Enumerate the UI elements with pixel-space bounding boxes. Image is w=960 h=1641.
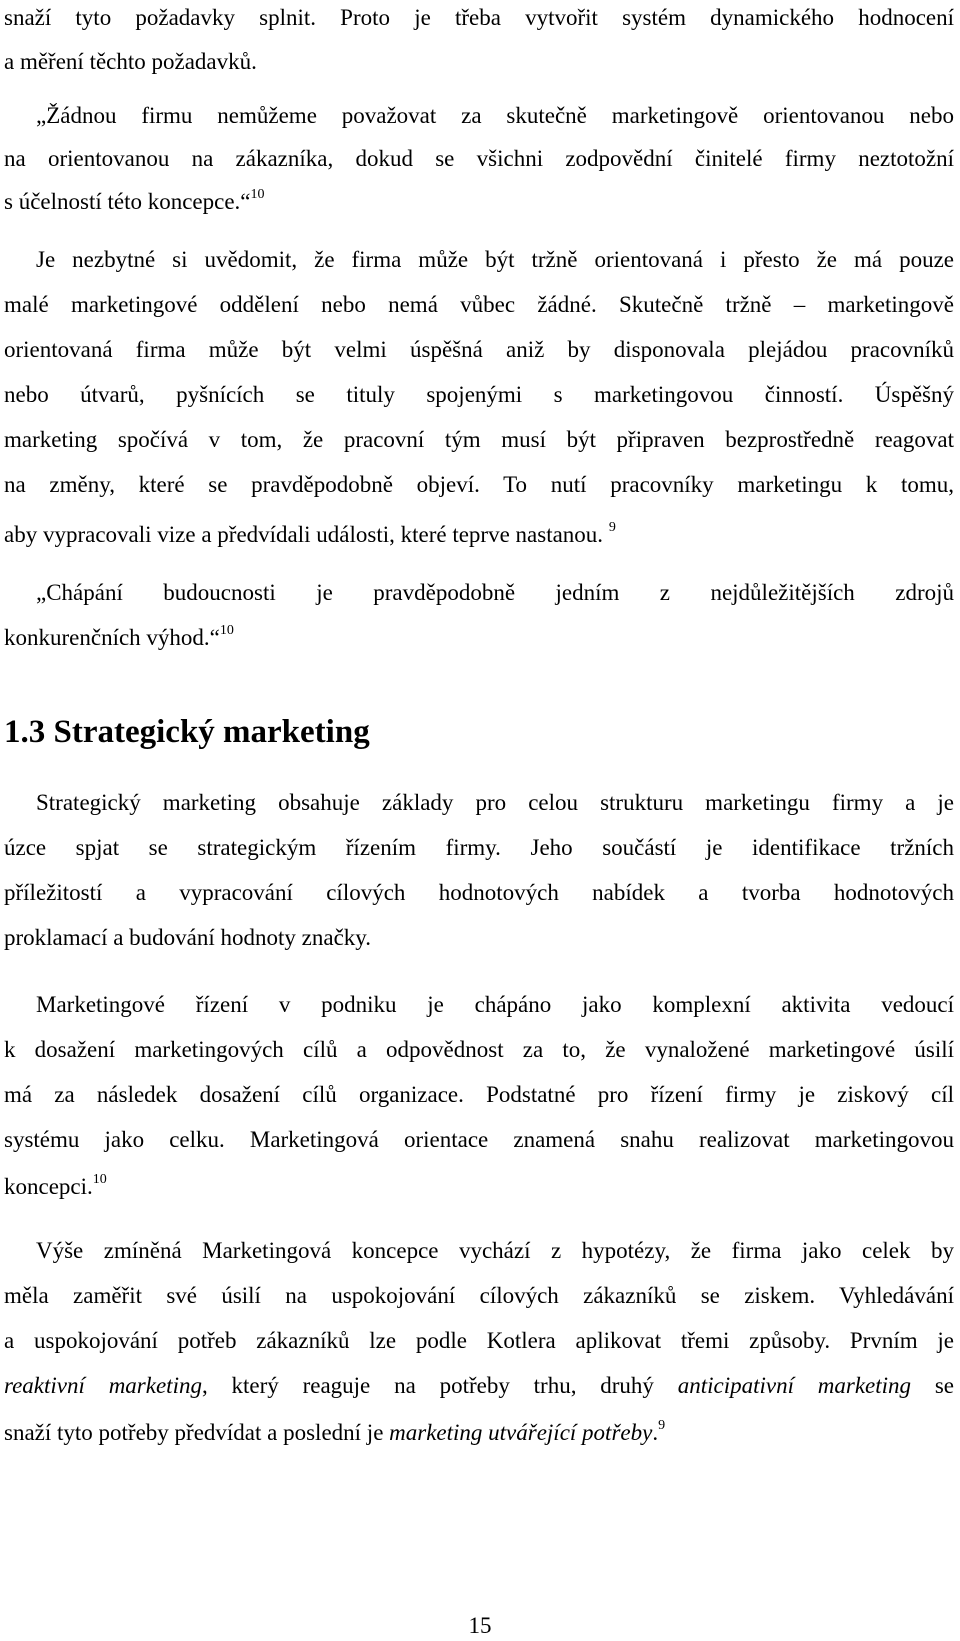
text-line: systému jako celku. Marketingová orientace znamená snahu realizovat marketingovou [4, 1127, 954, 1152]
text-line: má za následek dosažení cílů organizace. Podstatné pro řízení firmy je ziskový cíl [4, 1082, 954, 1107]
footnote-ref: 10 [250, 187, 265, 203]
footnote-ref: 9 [608, 520, 616, 536]
text-span: se [911, 1373, 955, 1398]
text-line: Marketingové řízení v podniku je chápáno jako komplexní aktivita vedoucí [36, 992, 954, 1017]
text-span: snaží tyto potřeby předvídat a poslední je [4, 1420, 390, 1445]
quote-line [4, 623, 954, 653]
text-line: na změny, které se pravděpodobně objeví. To nutí pracovníky marketingu k tomu, [4, 472, 954, 497]
text-line: nebo útvarů, pyšnících se tituly spojenými s marketingovou činností. Úspěšný [4, 382, 954, 407]
text-line: marketing spočívá v tom, že pracovní tým musí být připraven bezprostředně reagovat [4, 427, 954, 452]
text-span: koncepci. [4, 1174, 93, 1199]
text-line: a měření těchto požadavků. [4, 49, 257, 74]
italic-term: anticipativní marketing [677, 1373, 912, 1398]
text-line: malé marketingové oddělení nebo nemá vůbec žádné. Skutečně tržně – marketingově [4, 292, 954, 317]
text-span: , který reaguje na potřeby trhu, druhý [201, 1373, 678, 1398]
quote-line: na orientovanou na zákazníka, dokud se všichni zodpovědní činitelé firmy neztotožní [4, 146, 954, 171]
text-span: aby vypracovali vize a předvídali události, které teprve nastanou. [4, 522, 604, 547]
text-line: proklamací a budování hodnoty značky. [4, 925, 372, 950]
quote-line [4, 187, 954, 217]
text-line: úzce spjat se strategickým řízením firmy. Jeho součástí je identifikace tržních [4, 835, 954, 860]
text-line: příležitostí a vypracování cílových hodnotových nabídek a tvorba hodnotových [4, 880, 954, 905]
italic-term: reaktivní marketing [4, 1373, 202, 1398]
text-line: měla zaměřit své úsilí na uspokojování cílových zákazníků se ziskem. Vyhledávání [4, 1283, 954, 1308]
footnote-ref: 10 [219, 623, 234, 639]
footnote-ref: 10 [92, 1172, 107, 1188]
text-line: k dosažení marketingových cílů a odpovědnost za to, že vynaložené marketingové úsilí [4, 1037, 954, 1062]
footnote-ref: 9 [658, 1418, 666, 1434]
text-line: Strategický marketing obsahuje základy pro celou strukturu marketingu firmy a je [36, 790, 954, 815]
page-number: 15 [468, 1613, 492, 1638]
quote-line: „Chápání budoucnosti je pravděpodobně jedním z nejdůležitějších zdrojů [36, 580, 954, 605]
text-line: a uspokojování potřeb zákazníků lze podle Kotlera aplikovat třemi způsoby. Prvním je [4, 1328, 954, 1353]
quote-text: konkurenčních výhod.“ [4, 625, 220, 650]
text-line [4, 1172, 954, 1202]
section-heading: 1.3 Strategický marketing [4, 714, 370, 750]
text-line [4, 1371, 954, 1401]
text-line [4, 520, 954, 550]
italic-term: marketing utvářející potřeby [389, 1420, 653, 1445]
text-span: . [652, 1420, 659, 1445]
text-line [4, 1418, 954, 1448]
text-line: Je nezbytné si uvědomit, že firma může být tržně orientovaná i přesto že má pouze [36, 247, 954, 272]
text-line: Výše zmíněná Marketingová koncepce vychází z hypotézy, že firma jako celek by [36, 1238, 954, 1263]
text-line: orientovaná firma může být velmi úspěšná aniž by disponovala plejádou pracovníků [4, 337, 954, 362]
text-line: snaží tyto požadavky splnit. Proto je třeba vytvořit systém dynamického hodnocení [4, 5, 954, 30]
quote-text: s účelností této koncepce.“ [4, 189, 251, 214]
quote-line: „Žádnou firmu nemůžeme považovat za skutečně marketingově orientovanou nebo [36, 103, 954, 128]
